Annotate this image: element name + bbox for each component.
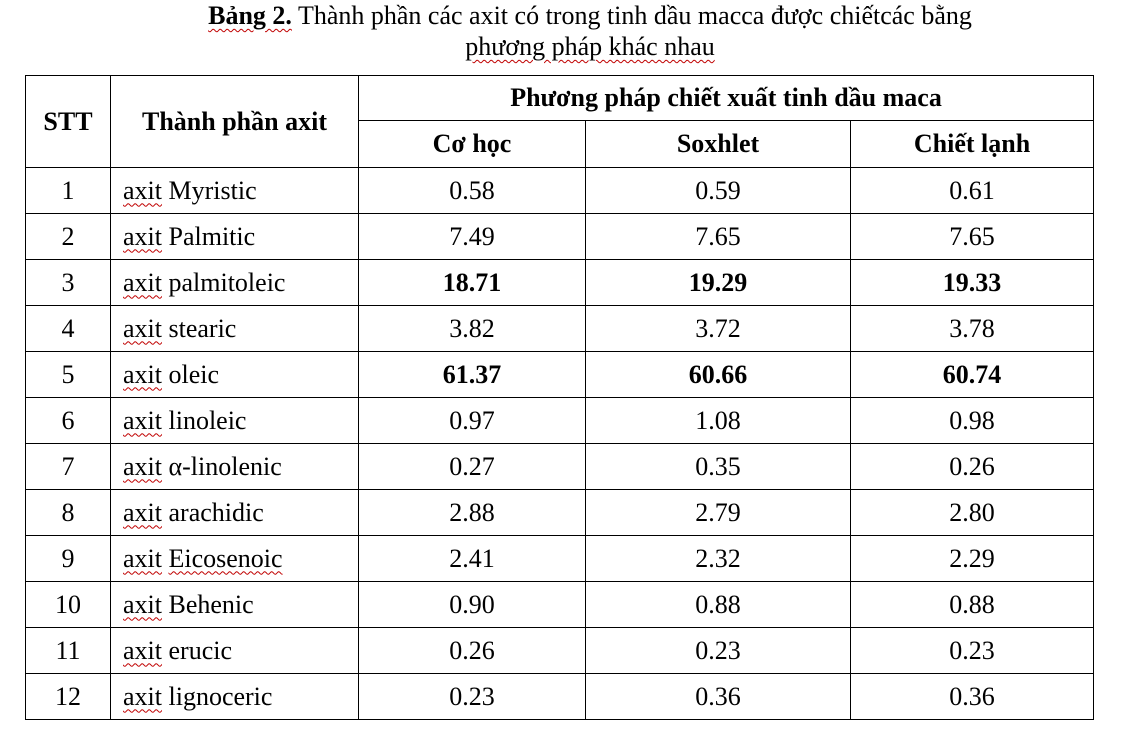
cell-stt: 12: [26, 674, 111, 720]
cell-stt: 6: [26, 398, 111, 444]
cell-soxhlet: 0.88: [586, 582, 851, 628]
component-name: Behenic: [168, 589, 254, 619]
header-method-soxhlet: Soxhlet: [586, 121, 851, 168]
cell-stt: 4: [26, 306, 111, 352]
header-stt: STT: [26, 76, 111, 168]
table-row: [26, 490, 1094, 536]
header-row-1: [26, 76, 1094, 121]
table-row: [26, 582, 1094, 628]
header-method-mechanical: Cơ học: [359, 121, 586, 168]
cell-component: [111, 444, 359, 490]
cell-cold: 60.74: [851, 352, 1094, 398]
cell-component: [111, 628, 359, 674]
component-name: Palmitic: [168, 221, 256, 251]
component-prefix: axit: [123, 635, 162, 665]
table-row: [26, 674, 1094, 720]
cell-stt: 9: [26, 536, 111, 582]
component-name: palmitoleic: [168, 267, 286, 297]
cell-component: [111, 398, 359, 444]
cell-soxhlet: 0.23: [586, 628, 851, 674]
table-row: [26, 398, 1094, 444]
cell-soxhlet: 0.35: [586, 444, 851, 490]
component-name: stearic: [168, 313, 237, 343]
cell-stt: 3: [26, 260, 111, 306]
table-caption: [0, 0, 1124, 62]
header-component: Thành phần axit: [111, 76, 359, 168]
cell-cold: 7.65: [851, 214, 1094, 260]
cell-soxhlet: 1.08: [586, 398, 851, 444]
component-prefix: axit: [123, 497, 162, 527]
table-row: [26, 444, 1094, 490]
cell-stt: 5: [26, 352, 111, 398]
cell-cold: 0.36: [851, 674, 1094, 720]
cell-mechanical: 2.88: [359, 490, 586, 536]
cell-mechanical: 0.58: [359, 168, 586, 214]
component-prefix: axit: [123, 267, 162, 297]
cell-stt: 11: [26, 628, 111, 674]
component-prefix: axit: [123, 589, 162, 619]
cell-soxhlet: 2.32: [586, 536, 851, 582]
cell-component: [111, 168, 359, 214]
cell-soxhlet: 0.36: [586, 674, 851, 720]
cell-component: [111, 536, 359, 582]
cell-mechanical: 0.90: [359, 582, 586, 628]
table-row: [26, 168, 1094, 214]
table-row: [26, 260, 1094, 306]
cell-soxhlet: 60.66: [586, 352, 851, 398]
cell-component: [111, 306, 359, 352]
cell-cold: 0.61: [851, 168, 1094, 214]
cell-soxhlet: 2.79: [586, 490, 851, 536]
cell-component: [111, 352, 359, 398]
cell-mechanical: 0.27: [359, 444, 586, 490]
cell-component: [111, 582, 359, 628]
component-name: arachidic: [168, 497, 264, 527]
caption-line-2: phương pháp khác nhau: [465, 32, 715, 61]
cell-component: [111, 260, 359, 306]
caption-line-1: [0, 0, 1124, 31]
component-name: Eicosenoic: [168, 543, 283, 573]
component-name: erucic: [168, 635, 233, 665]
cell-component: [111, 214, 359, 260]
component-name: linoleic: [168, 405, 247, 435]
cell-mechanical: 3.82: [359, 306, 586, 352]
cell-cold: 0.88: [851, 582, 1094, 628]
cell-cold: 2.29: [851, 536, 1094, 582]
cell-stt: 2: [26, 214, 111, 260]
component-prefix: axit: [123, 681, 162, 711]
cell-mechanical: 18.71: [359, 260, 586, 306]
component-prefix: axit: [123, 451, 162, 481]
acid-composition-table: [25, 75, 1094, 720]
cell-component: [111, 674, 359, 720]
component-prefix: axit: [123, 313, 162, 343]
cell-mechanical: 0.26: [359, 628, 586, 674]
cell-cold: 2.80: [851, 490, 1094, 536]
cell-soxhlet: 19.29: [586, 260, 851, 306]
cell-soxhlet: 3.72: [586, 306, 851, 352]
cell-stt: 10: [26, 582, 111, 628]
cell-cold: 0.26: [851, 444, 1094, 490]
table-row: [26, 536, 1094, 582]
cell-component: [111, 490, 359, 536]
table-row: [26, 306, 1094, 352]
table-row: [26, 214, 1094, 260]
caption-label: Bảng 2.: [208, 1, 292, 30]
cell-stt: 8: [26, 490, 111, 536]
cell-soxhlet: 0.59: [586, 168, 851, 214]
component-name: oleic: [168, 359, 220, 389]
table-row: [26, 628, 1094, 674]
cell-mechanical: 0.23: [359, 674, 586, 720]
component-prefix: axit: [123, 405, 162, 435]
cell-stt: 7: [26, 444, 111, 490]
cell-cold: 0.98: [851, 398, 1094, 444]
component-prefix: axit: [123, 359, 162, 389]
caption-title: Thành phần các axit có trong tinh dầu macca được chiếtcác bằng: [297, 1, 972, 30]
cell-cold: 3.78: [851, 306, 1094, 352]
cell-mechanical: 7.49: [359, 214, 586, 260]
table-row: [26, 352, 1094, 398]
cell-soxhlet: 7.65: [586, 214, 851, 260]
component-name: Myristic: [168, 175, 257, 205]
cell-cold: 19.33: [851, 260, 1094, 306]
component-name: α-linolenic: [168, 451, 282, 481]
cell-mechanical: 0.97: [359, 398, 586, 444]
component-prefix: axit: [123, 221, 162, 251]
component-name: lignoceric: [168, 681, 273, 711]
cell-stt: 1: [26, 168, 111, 214]
header-method-group: Phương pháp chiết xuất tinh dầu maca: [359, 76, 1094, 121]
cell-mechanical: 2.41: [359, 536, 586, 582]
component-prefix: axit: [123, 543, 162, 573]
component-prefix: axit: [123, 175, 162, 205]
cell-mechanical: 61.37: [359, 352, 586, 398]
header-method-cold: Chiết lạnh: [851, 121, 1094, 168]
cell-cold: 0.23: [851, 628, 1094, 674]
